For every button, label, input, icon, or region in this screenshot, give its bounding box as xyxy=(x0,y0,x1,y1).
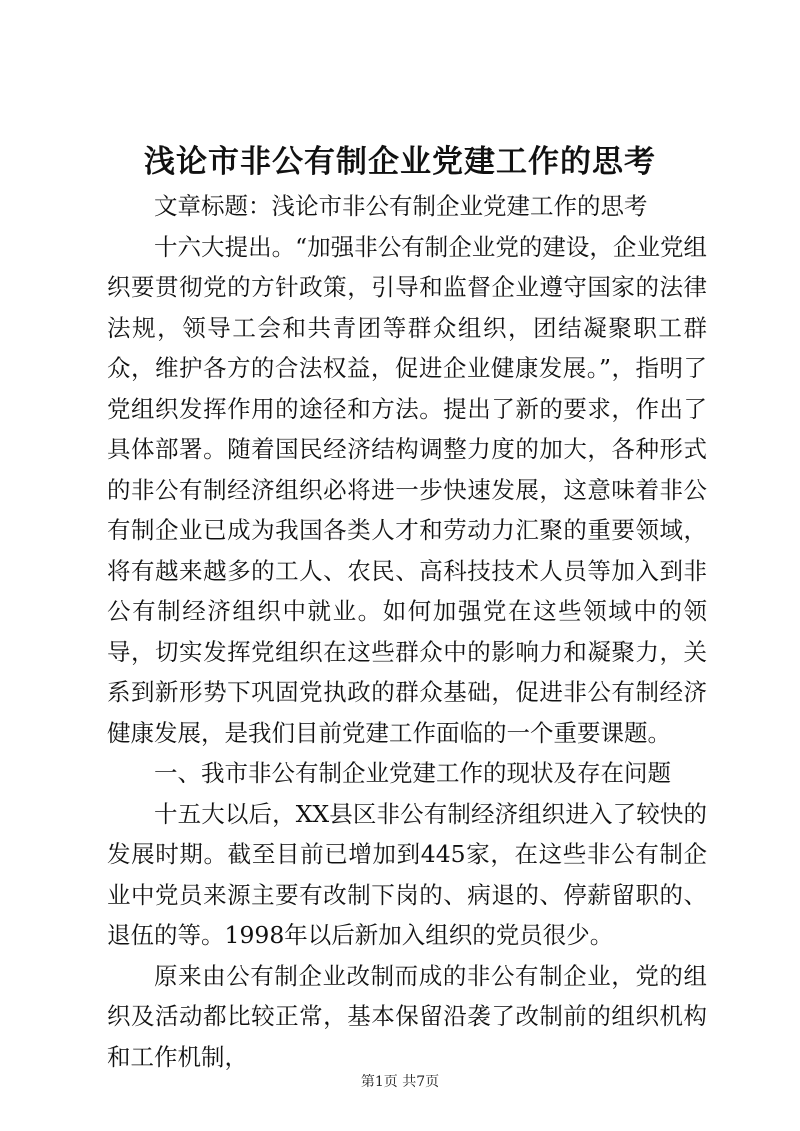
document-title: 浅论市非公有制企业党建工作的思考 xyxy=(144,144,656,180)
section-heading-status: 一、我市非公有制企业党建工作的现状及存在问题 xyxy=(154,759,671,787)
paragraph-status: 十五大以后，XX县区非公有制经济组织进入了较快的发展时期。截至目前已增加到445家，在这些非公有制企业中党员来源主要有改制下岗的、病退的、停薪留职的、退伍的等。1998年以后新加入组织的党员很少。 xyxy=(107,799,707,949)
paragraph-article-title: 文章标题：浅论市非公有制企业党建工作的思考 xyxy=(154,192,648,220)
document-body xyxy=(107,186,707,1077)
paragraph-reformed-enterprises: 原来由公有制企业改制而成的非公有制企业，党的组织及活动都比较正常，基本保留沿袭了改制前的组织机构和工作机制， xyxy=(107,961,707,1071)
paragraph-intro: 十六大提出。“加强非公有制企业党的建设，企业党组织要贯彻党的方针政策，引导和监督企业遵守国家的法律法规，领导工会和共青团等群众组织，团结凝聚职工群众，维护各方的合法权益，促进企业健康发展。”，指明了党组织发挥作用的途径和方法。提出了新的要求，作出了具体部署。随着国民经济结构调整力度的加大，各种形式的非公有制经济组织必将进一步快速发展，这意味着非公有制企业已成为我国各类人才和劳动力汇聚的重要领域，将有越来越多的工人、农民、高科技技术人员等加入到非公有制经济组织中就业。如何加强党在这些领域中的领导，切实发挥党组织在这些群众中的影响力和凝聚力，关系到新形势下巩固党执政的群众基础，促进非公有制经济健康发展，是我们目前党建工作面临的一个重要课题。 xyxy=(107,232,707,747)
page-footer: 第1页 共7页 xyxy=(360,1074,440,1090)
